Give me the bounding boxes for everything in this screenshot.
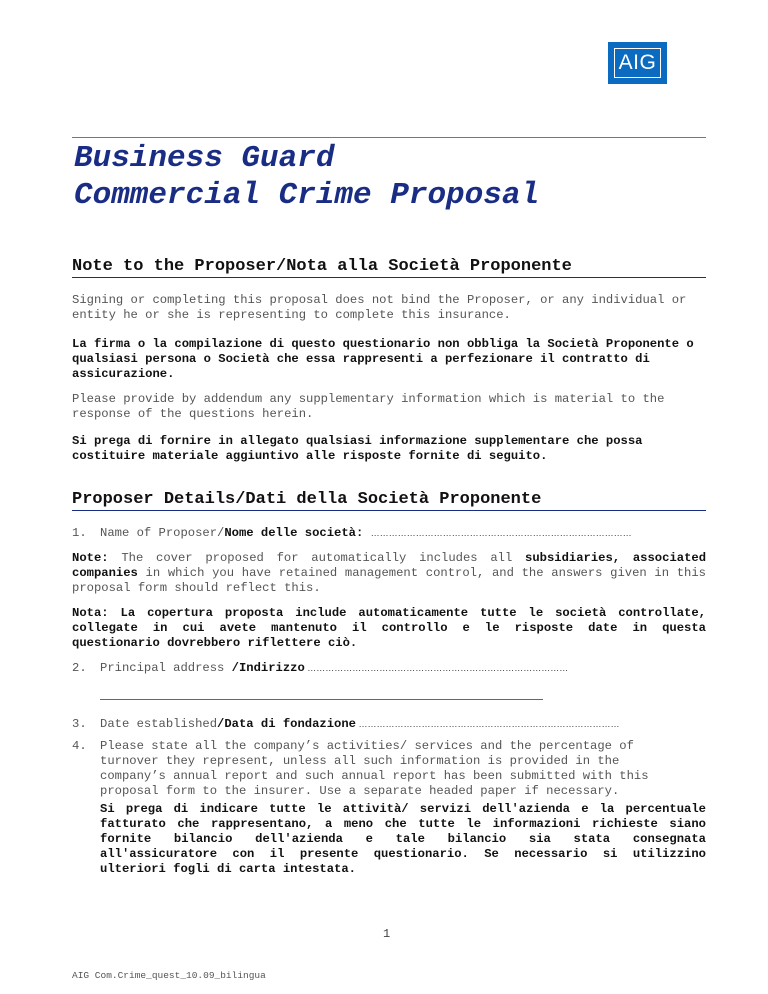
note-paragraph-it-1: La firma o la compilazione di questo questionario non obbliga la Società Proponente o qualsiasi persona o Società che essa rappresenti a perfezionare il contratto di assicurazione.: [72, 337, 694, 381]
question-3-fill-line[interactable]: ……………………………………………………………………………: [356, 719, 620, 729]
footer-reference: AIG Com.Crime_quest_10.09_bilingua: [72, 970, 266, 981]
page-number: 1: [383, 927, 391, 941]
question-3-label-it: /Data di fondazione: [217, 717, 356, 731]
question-2: [72, 661, 706, 676]
proposer-details-heading: Proposer Details/Dati della Società Proponente: [72, 490, 706, 511]
question-3-label: Date established: [100, 717, 218, 731]
question-4-number: 4.: [72, 739, 87, 753]
question-2-label: Principal address: [100, 661, 232, 675]
question-1-label: Name of Proposer/: [100, 526, 225, 540]
address-fill-line[interactable]: [100, 699, 543, 700]
question-3: [72, 717, 706, 732]
question-4-it: Si prega di indicare tutte le attività/ servizi dell'azienda e la percentuale fatturato che rappresentano, a meno che tutte le informazioni richieste siano fornite bilancio dell'azienda e tale bilancio sia stata consegnata all'assicuratore con il presente questionario. Se necessario si utilizzino ulteriori fogli di carta intestata.: [100, 802, 706, 876]
cover-note-label: Note:: [72, 551, 109, 565]
question-4-en: Please state all the company’s activities/ services and the percentage of turnover they represent, unless all such information is provided in the company’s annual report and such annual report has been submitted with this proposal form to the insurer. Use a separate headed paper if necessary.: [100, 739, 649, 798]
cover-note-text-1: The cover proposed for automatically includes all: [108, 551, 526, 565]
note-paragraph-en-1: Signing or completing this proposal does not bind the Proposer, or any individual or entity he or she is representing to complete this insurance.: [72, 293, 687, 322]
note-paragraph-it-2: Si prega di fornire in allegato qualsiasi informazione supplementare che possa costituire materiale aggiuntivo alle risposte fornite di seguito.: [72, 434, 643, 463]
aig-logo-text: AIG: [614, 48, 661, 78]
question-3-number: 3.: [72, 717, 87, 731]
cover-note-bold: subsidiaries, associated companies: [72, 551, 707, 580]
question-2-fill-line[interactable]: ……………………………………………………………………………: [304, 663, 569, 673]
question-1-fill-line[interactable]: ……………………………………………………………………………: [370, 528, 632, 538]
question-2-label-it: /Indirizzo: [231, 661, 305, 675]
aig-logo: [608, 42, 667, 84]
cover-note-en: [72, 551, 706, 596]
title-line-1: Business Guard: [74, 141, 335, 176]
note-heading: Note to the Proposer/Nota alla Società Proponente: [72, 257, 706, 278]
document-title: [74, 140, 539, 214]
cover-note-text-2: in which you have retained management control, and the answers given in this proposal form should reflect this.: [72, 566, 706, 595]
question-1-number: 1.: [72, 526, 87, 540]
question-1: [72, 526, 706, 541]
question-2-number: 2.: [72, 661, 87, 675]
cover-note-it: Nota: La copertura proposta include automaticamente tutte le società controllate, collegate in cui avete mantenuto il controllo e le risposte date in questa questionario dovrebbero riflettere ciò.: [72, 606, 706, 650]
question-1-label-it: Nome delle società:: [224, 526, 364, 540]
note-paragraph-en-2: Please provide by addendum any supplementary information which is material to the response of the questions herein.: [72, 392, 665, 421]
title-divider: [72, 137, 706, 138]
title-line-2: Commercial Crime Proposal: [74, 178, 540, 213]
